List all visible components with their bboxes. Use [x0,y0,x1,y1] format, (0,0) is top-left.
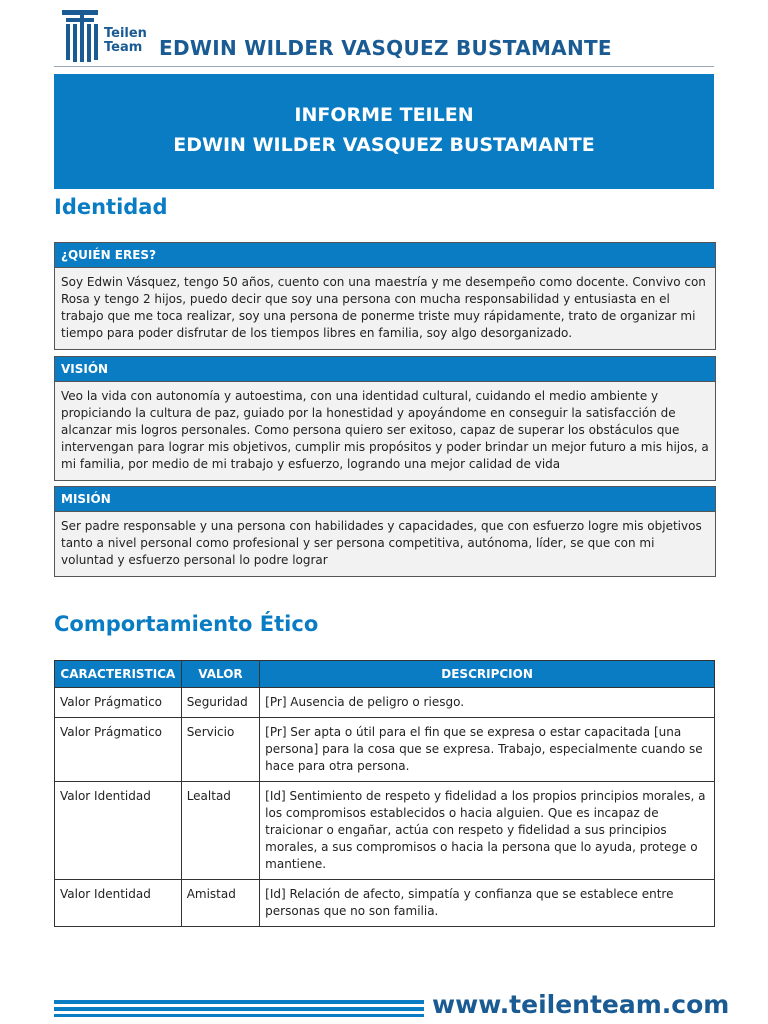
table-cell: Lealtad [181,782,259,880]
report-banner [54,74,714,189]
logo-text [104,27,147,55]
banner-subtitle: EDWIN WILDER VASQUEZ BUSTAMANTE [173,134,595,156]
vision-heading: VISIÓN [55,357,715,382]
header-name: EDWIN WILDER VASQUEZ BUSTAMANTE [159,36,612,60]
vision-box [54,356,716,481]
table-cell: [Id] Relación de afecto, simpatía y confianza que se establece entre personas que no son familia. [260,880,715,927]
table-cell: Valor Identidad [55,782,182,880]
table-row [55,782,715,880]
column-header: VALOR [181,661,259,688]
page-header [54,6,714,67]
column-header: CARACTERISTICA [55,661,182,688]
table-header-row [55,661,715,688]
table-cell: Seguridad [181,688,259,718]
footer-url[interactable]: www.teilenteam.com [432,990,730,1019]
banner-title: INFORME TEILEN [294,104,474,126]
table-cell: [Pr] Ser apta o útil para el fin que se expresa o estar capacitada [una persona] para la cosa que se expresa. Trabajo, especialmente cuando se hace para otra persona. [260,718,715,782]
teilen-logo-icon [60,6,104,64]
mission-heading: MISIÓN [55,487,715,512]
footer-stripes [54,998,424,1018]
table-row [55,880,715,927]
mission-text: Ser padre responsable y una persona con habilidades y capacidades, que con esfuerzo logre mis objetivos tanto a nivel personal como profesional y ser persona competitiva, autónoma, líder, se que con mi voluntad y esfuerzo personal lo podre lograr [55,512,715,576]
column-header: DESCRIPCION [260,661,715,688]
who-heading: ¿QUIÉN ERES? [55,243,715,268]
who-box [54,242,716,350]
table-row [55,718,715,782]
table-row [55,688,715,718]
identity-section-title: Identidad [54,195,168,219]
ethics-table [54,660,715,927]
teilen-logo [60,6,150,64]
table-cell: Valor Identidad [55,880,182,927]
who-text: Soy Edwin Vásquez, tengo 50 años, cuento con una maestría y me desempeño como docente. Convivo con Rosa y tengo 2 hijos, puedo decir que soy una persona con mucha responsabilidad y entusiasta en el trabajo que me toca realizar, soy una persona de ponerme triste muy rápidamente, trato de organizar mi tiempo para poder disfrutar de los tiempos libres en familia, soy algo desorganizado. [55,268,715,349]
logo-text-line2: Team [104,40,143,55]
ethics-section-title: Comportamiento Ético [54,612,319,636]
table-cell: [Id] Sentimiento de respeto y fidelidad a los propios principios morales, a los compromisos establecidos o hacia alguien. Que es incapaz de traicionar o engañar, actúa con respeto y fidelidad a sus principios morales, a sus compromisos o hacia la persona que lo ayuda, protege o mantiene. [260,782,715,880]
table-cell: Servicio [181,718,259,782]
vision-text: Veo la vida con autonomía y autoestima, con una identidad cultural, cuidando el medio ambiente y propiciando la cultura de paz, guiado por la honestidad y apoyándome en conseguir la satisfacción de alcanzar mis logros personales. Como persona quiero ser exitoso, capaz de superar los obstáculos que intervengan para lograr mis objetivos, cumplir mis propósitos y poder brindar un mejor futuro a mis hijos, a mi familia, por medio de mi trabajo y esfuerzo, logrando una mejor calidad de vida [55,382,715,480]
table-cell: [Pr] Ausencia de peligro o riesgo. [260,688,715,718]
table-cell: Amistad [181,880,259,927]
table-cell: Valor Prágmatico [55,718,182,782]
logo-text-line1: Teilen [104,26,147,41]
table-cell: Valor Prágmatico [55,688,182,718]
mission-box [54,486,716,577]
